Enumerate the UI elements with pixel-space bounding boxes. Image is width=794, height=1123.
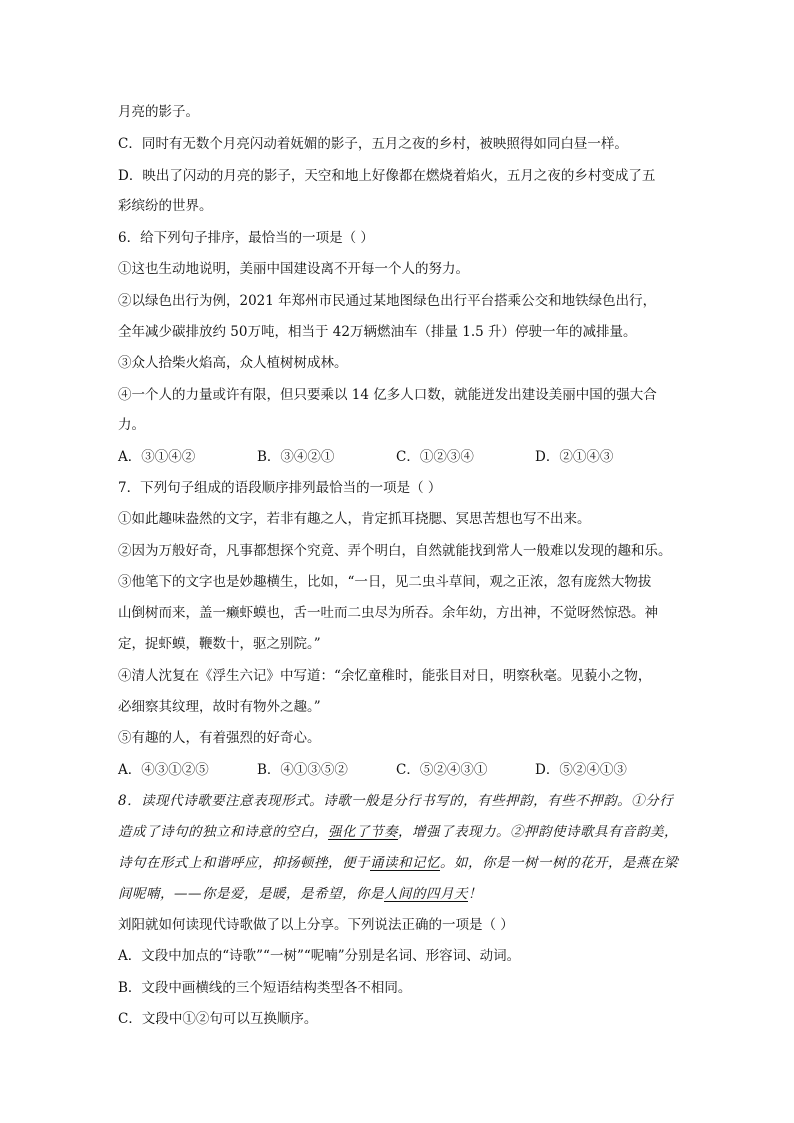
underlined-phrase: 强化了节奏	[328, 824, 398, 840]
question-8-passage	[118, 853, 678, 873]
text-line: 彩缤纷的世界。	[118, 198, 213, 214]
q7-sentence-3: ③他笔下的文字也是妙趣横生，比如，“一日，见二虫斗草间，观之正浓，忽有庞然大物拔	[118, 574, 652, 590]
passage-text: 间呢喃，——你是爱，是暖，是希望，你是	[118, 886, 384, 902]
underlined-phrase: 人间的四月天	[384, 886, 468, 902]
option-c-q5: C．同时有无数个月亮闪动着妩媚的影子，五月之夜的乡村，被映照得如同白昼一样。	[118, 136, 628, 152]
passage-text: 。如，你是一树一树的花开，是燕在梁	[440, 855, 678, 871]
q7-sentence-5: ⑤有趣的人，有着强烈的好奇心。	[118, 730, 321, 746]
underlined-phrase: 诵读和记忆	[370, 855, 440, 871]
passage-text: ，增强了表现力。②押韵使诗歌具有音韵美，	[398, 824, 678, 840]
question-7-stem: 7．下列句子组成的语段顺序排列最恰当的一项是（ ）	[118, 480, 442, 496]
passage-text: 造成了诗句的独立和诗意的空白，	[118, 824, 328, 840]
passage-text: ！	[468, 886, 482, 902]
q6-sentence-2: ②以绿色出行为例，2021 年郑州市民通过某地图绿色出行平台搭乘公交和地铁绿色出行，	[118, 293, 657, 309]
q6-sentence-1: ①这也生动地说明，美丽中国建设离不开每一个人的努力。	[118, 261, 469, 277]
question-8-stem: 刘阳就如何读现代诗歌做了以上分享。下列说法正确的一项是（ ）	[118, 917, 514, 933]
question-6-stem: 6．给下列句子排序，最恰当的一项是（ ）	[118, 230, 374, 246]
passage-text: 诗句在形式上和谐呼应，抑扬顿挫，便于	[118, 855, 370, 871]
text-line: 月亮的影子。	[118, 104, 199, 120]
q6-option-c[interactable]: C．①②③④	[396, 449, 474, 465]
q6-option-a[interactable]: A．③①④②	[118, 449, 196, 465]
q6-option-d[interactable]: D．②①④③	[535, 449, 614, 465]
question-8-passage	[118, 822, 678, 842]
q7-sentence-1: ①如此趣味盎然的文字，若非有趣之人，肯定抓耳挠腮、冥思苦想也写不出来。	[118, 511, 591, 527]
q7-sentence-2: ②因为万般好奇，凡事都想探个究竟、弄个明白，自然就能找到常人一般难以发现的趣和乐。	[118, 543, 672, 559]
q7-option-d[interactable]: D．⑤②④①③	[535, 762, 627, 778]
q7-sentence-4: ④清人沈复在《浮生六记》中写道：“余忆童稚时，能张目对日，明察秋毫。见藐小之物，	[118, 668, 652, 684]
q7-sentence-3-cont: 定，捉虾蟆，鞭数十，驱之别院。”	[118, 636, 321, 652]
q7-sentence-3-cont: 山倒树而来，盖一癞虾蟆也，舌一吐而二虫尽为所吞。余年幼，方出神，不觉呀然惊恐。神	[118, 605, 658, 621]
q6-sentence-3: ③众人拾柴火焰高，众人植树树成林。	[118, 355, 348, 371]
q6-option-b[interactable]: B．③④②①	[257, 449, 335, 465]
q7-option-a[interactable]: A．④③①②⑤	[118, 762, 209, 778]
q7-sentence-4-cont: 必细察其纹理，故时有物外之趣。”	[118, 699, 321, 715]
q7-option-b[interactable]: B．④①③⑤②	[257, 762, 348, 778]
q8-option-c[interactable]: C．文段中①②句可以互换顺序。	[118, 1011, 318, 1027]
q7-option-c[interactable]: C．⑤②④③①	[396, 762, 488, 778]
q8-option-a[interactable]: A．文段中加点的“诗歌”“一树”“呢喃”分别是名词、形容词、动词。	[118, 948, 521, 964]
option-d-q5: D．映出了闪动的月亮的影子，天空和地上好像都在燃烧着焰火，五月之夜的乡村变成了五	[118, 168, 656, 184]
q6-sentence-2-cont: 全年减少碳排放约 50万吨，相当于 42万辆燃油车（排量 1.5 升）停驶一年的减排量。	[118, 324, 637, 340]
question-8-passage: 8．读现代诗歌要注意表现形式。诗歌一般是分行书写的，有些押韵，有些不押韵。①分行	[118, 793, 674, 809]
q6-sentence-4: ④一个人的力量或许有限，但只要乘以 14 亿多人口数，就能迸发出建设美丽中国的强大合	[118, 387, 657, 403]
q6-sentence-4-cont: 力。	[118, 417, 145, 433]
question-8-passage	[118, 884, 482, 904]
q8-option-b[interactable]: B．文段中画横线的三个短语结构类型各不相同。	[118, 980, 412, 996]
